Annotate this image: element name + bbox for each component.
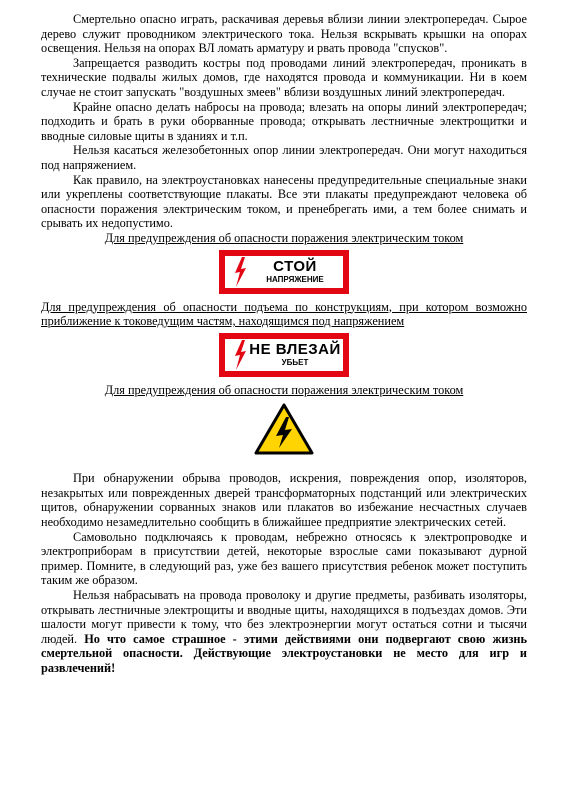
caption-shock-warning-2: Для предупреждения об опасности поражения электрическим током (104, 382, 464, 397)
final-warning-bold-text: Но что самое страшное - этими действиями они подвергают свою жизнь смертельной опасности. Действующие электроустановки не место для игр и развлечений! (41, 631, 527, 675)
document-page (41, 12, 527, 676)
sign-stop-subtitle: НАПРЯЖЕНИЕ (266, 274, 324, 284)
sign-stop-wrap (41, 250, 527, 294)
paragraph-adults-example: Самовольно подключаясь к проводам, небрежно относясь к электропроводке и электроприборам в присутствии детей, некоторые взрослые сами показывают дурной пример. Помните, в следующий раз, уже без вашего присутствия ребенок может поступить таким же образом. (41, 529, 527, 588)
sign-stop-voltage (219, 250, 349, 294)
caption-climb-warning: Для предупреждения об опасности подъема по конструкциям, при котором возможно приближение к токоведущим частям, находящимся под напряжением (41, 299, 527, 329)
sign-ne-vlezai-title: НЕ ВЛЕЗАЙ (249, 340, 341, 358)
triangle-sign-wrap (41, 403, 527, 455)
sign-ne-vlezai (219, 333, 349, 377)
lightning-bolt-icon (233, 340, 247, 370)
final-warning-text: Нельзя набрасывать на провода проволоку и другие предметы, разбивать изоляторы, открывать лестничные электрощиты и вводные щиты, находящихся в подъездах домов. Эти шалости могут привести к тому, что без электроэнергии могут остаться сотни и тысячи людей. (41, 588, 527, 646)
sign-stop-title: СТОЙ (273, 257, 317, 275)
lightning-bolt-icon (233, 257, 247, 287)
paragraph-warning-signs: Как правило, на электроустановках нанесены предупредительные специальные знаки или укреплены соответствующие плакаты. Все эти плакаты предупреждают человека об опасности поражения электрическим током, и пренебрегать ими, а тем более снимать и срывать их недопустимо. (41, 172, 527, 231)
paragraph-final-warning (41, 588, 527, 676)
high-voltage-triangle-icon (254, 403, 314, 455)
paragraph-dangers: Крайне опасно делать набросы на провода; влезать на опоры линий электропередач; подходить и брать в руки оборванные провода; открывать лестничные электрощитки и вводные силовые щиты в зданиях и т.п. (41, 99, 527, 143)
caption-shock-warning-1: Для предупреждения об опасности поражения электрическим током (104, 230, 464, 245)
sign-ne-vlezai-wrap (41, 333, 527, 377)
paragraph-concrete-poles: Нельзя касаться железобетонных опор линии электропередач. Они могут находиться под напряжением. (41, 143, 527, 172)
paragraph-fires: Запрещается разводить костры под проводами линий электропередач, проникать в технические подвалы жилых домов, где находятся провода и коммуникации. Ни в коем случае не стоит запускать "воздушных змеев" вблизи воздушных линий электропередач. (41, 55, 527, 99)
paragraph-trees: Смертельно опасно играть, раскачивая деревья вблизи линии электропередач. Сырое дерево служит проводником электрического тока. Нельзя вскрывать крышки на опорах освещения. Нельзя на опорах ВЛ ломать арматуру и рвать провода "спусков". (41, 12, 527, 56)
paragraph-report-damage: При обнаружении обрыва проводов, искрения, повреждения опор, изоляторов, незакрытых или поврежденных дверей трансформаторных подстанций или электрических щитов, обнаружении сорванных знаков или плакатов во избежание несчастных случаев необходимо незамедлительно сообщить в ближайшее предприятие электрических сетей. (41, 471, 527, 530)
sign-ne-vlezai-subtitle: УБЬЕТ (281, 357, 309, 367)
